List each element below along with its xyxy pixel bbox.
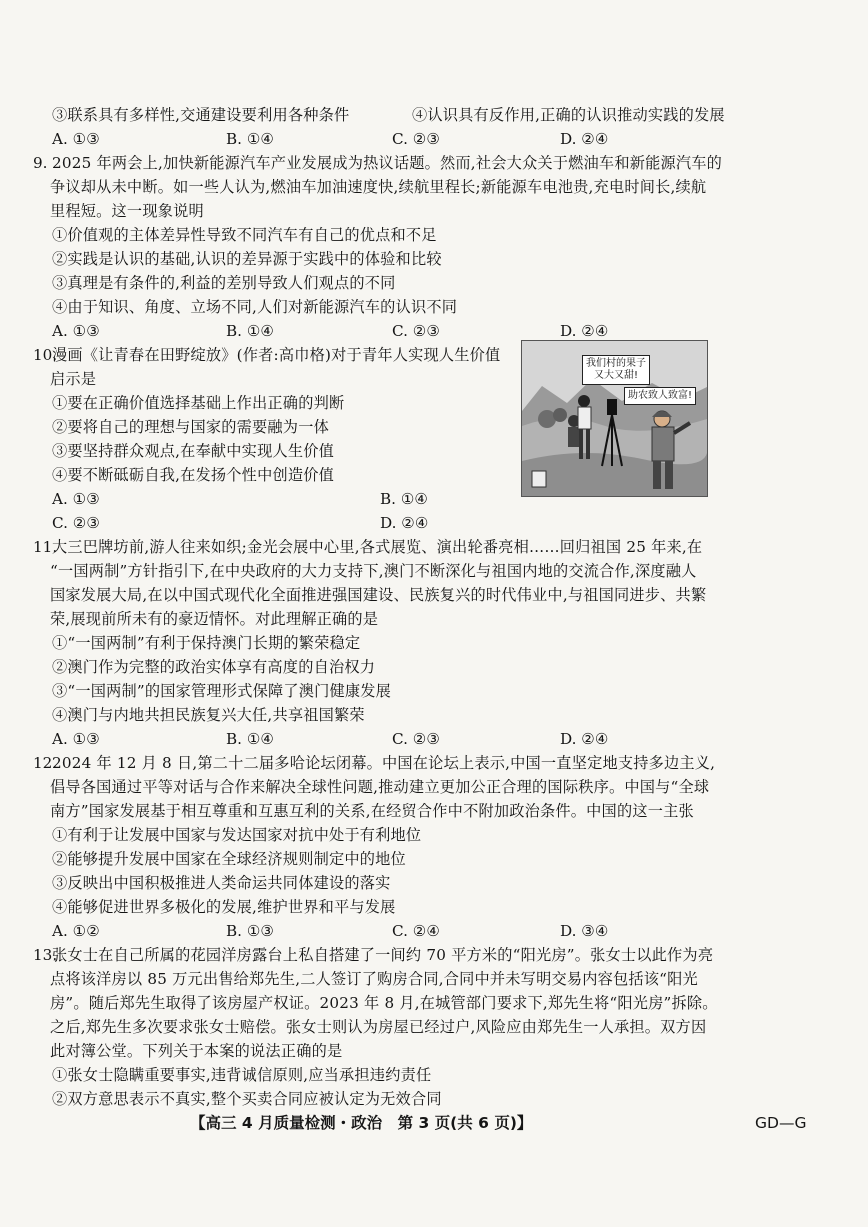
q13-number: 13.: [33, 946, 58, 964]
page-footer: 【高三 4 月质量检测・政治 第 3 页(共 6 页)】: [190, 1114, 533, 1132]
answer-c: C. ②③: [392, 130, 440, 148]
answer-a: A. ①③: [52, 322, 100, 340]
q13-stem-line: 张女士在自己所属的花园洋房露台上私自搭建了一间约 70 平方米的“阳光房”。张女士以此作为亮: [52, 946, 714, 964]
q8-answers: [52, 127, 822, 151]
q9-number: 9.: [33, 154, 48, 172]
q13-option: ①张女士隐瞒重要事实,违背诚信原则,应当承担违约责任: [52, 1066, 432, 1084]
q11-stem-line: “一国两制”方针指引下,在中央政府的大力支持下,澳门不断深化与祖国内地的交流合作,深度融人: [50, 562, 697, 580]
q12-option: ④能够促进世界多极化的发展,维护世界和平与发展: [52, 898, 396, 916]
q10-option: ③要坚持群众观点,在奉献中实现人生价值: [52, 442, 335, 460]
q10-stem-line: 启示是: [50, 370, 97, 388]
q9-option: ④由于知识、角度、立场不同,人们对新能源汽车的认识不同: [52, 298, 458, 316]
answer-c: C. ②③: [392, 322, 440, 340]
q11-stem-line: 国家发展大局,在以中国式现代化全面推进强国建设、民族复兴的时代伟业中,与祖国同进步、共繁: [50, 586, 707, 604]
q12-option: ②能够提升发展中国家在全球经济规则制定中的地位: [52, 850, 406, 868]
answer-a: A. ①③: [52, 130, 100, 148]
q13-stem-line: 房”。随后郑先生取得了该房屋产权证。2023 年 8 月,在城管部门要求下,郑先生将“阳光房”拆除。: [50, 994, 718, 1012]
q12-option: ③反映出中国积极推进人类命运共同体建设的落实: [52, 874, 391, 892]
answer-d: D. ②④: [380, 514, 429, 532]
q8-option-3: ③联系具有多样性,交通建设要利用各种条件: [52, 106, 350, 124]
speech-bubble-1: 我们村的果子 又大又甜!: [582, 355, 650, 385]
q11-option: ④澳门与内地共担民族复兴大任,共享祖国繁荣: [52, 706, 365, 724]
q11-stem-line: 荣,展现前所未有的豪迈情怀。对此理解正确的是: [50, 610, 379, 628]
answer-b: B. ①④: [380, 490, 429, 508]
answer-b: B. ①④: [226, 730, 275, 748]
q12-option: ①有利于让发展中国家与发达国家对抗中处于有利地位: [52, 826, 422, 844]
q11-option: ①“一国两制”有利于保持澳门长期的繁荣稳定: [52, 634, 361, 652]
answer-d: D. ②④: [560, 730, 609, 748]
answer-a: A. ①③: [52, 490, 100, 508]
q11-number: 11.: [33, 538, 58, 556]
q10-answers-row2: [52, 511, 512, 535]
q10-option: ②要将自己的理想与国家的需要融为一体: [52, 418, 329, 436]
q10-answers-row1: [52, 487, 512, 511]
q11-option: ②澳门作为完整的政治实体享有高度的自治权力: [52, 658, 376, 676]
answer-a: A. ①②: [52, 922, 100, 940]
q11-option: ③“一国两制”的国家管理形式保障了澳门健康发展: [52, 682, 392, 700]
q9-option: ②实践是认识的基础,认识的差异源于实践中的体验和比较: [52, 250, 442, 268]
q12-answers: [52, 919, 822, 943]
q12-number: 12.: [33, 754, 58, 772]
q13-stem-line: 此对簿公堂。下列关于本案的说法正确的是: [50, 1042, 343, 1060]
answer-a: A. ①③: [52, 730, 100, 748]
q11-answers: [52, 727, 822, 751]
q12-stem-line: 倡导各国通过平等对话与合作来解决全球性问题,推动建立更加公正合理的国际秩序。中国与“全球: [50, 778, 710, 796]
answer-c: C. ②③: [392, 730, 440, 748]
q9-stem-line: 2025 年两会上,加快新能源汽车产业发展成为热议话题。然而,社会大众关于燃油车和新能源汽车的: [52, 154, 723, 172]
q9-option: ①价值观的主体差异性导致不同汽车有自己的优点和不足: [52, 226, 437, 244]
answer-d: D. ②④: [560, 322, 609, 340]
answer-b: B. ①④: [226, 322, 275, 340]
q9-stem-line: 争议却从未中断。如一些人认为,燃油车加油速度快,续航里程长;新能源车电池贵,充电时间长,续航: [50, 178, 707, 196]
answer-b: B. ①④: [226, 130, 275, 148]
cartoon-image: [521, 340, 708, 497]
answer-d: D. ②④: [560, 130, 609, 148]
answer-d: D. ③④: [560, 922, 609, 940]
paper-code: GD—G: [755, 1114, 807, 1132]
answer-c: C. ②④: [392, 922, 440, 940]
q13-option: ②双方意思表示不真实,整个买卖合同应被认定为无效合同: [52, 1090, 442, 1108]
q8-option-4: ④认识具有反作用,正确的认识推动实践的发展: [412, 106, 725, 124]
answer-b: B. ①③: [226, 922, 275, 940]
speech-bubble-2: 助农致人致富!: [624, 387, 696, 405]
q9-option: ③真理是有条件的,利益的差别导致人们观点的不同: [52, 274, 396, 292]
q13-stem-line: 之后,郑先生多次要求张女士赔偿。张女士则认为房屋已经过户,风险应由郑先生一人承担。双方因: [50, 1018, 707, 1036]
q12-stem-line: 2024 年 12 月 8 日,第二十二届多哈论坛闭幕。中国在论坛上表示,中国一直坚定地支持多边主义,: [52, 754, 716, 772]
q11-stem-line: 大三巴牌坊前,游人往来如织;金光会展中心里,各式展览、演出轮番亮相……回归祖国 25 年来,在: [52, 538, 703, 556]
q10-option: ④要不断砥砺自我,在发扬个性中创造价值: [52, 466, 335, 484]
q12-stem-line: 南方”国家发展基于相互尊重和互惠互利的关系,在经贸合作中不附加政治条件。中国的这一主张: [50, 802, 694, 820]
q9-stem-line: 里程短。这一现象说明: [50, 202, 204, 220]
q10-number: 10.: [33, 346, 58, 364]
q13-stem-line: 点将该洋房以 85 万元出售给郑先生,二人签订了购房合同,合同中并未写明交易内容包括该“阳光: [50, 970, 698, 988]
q10-stem-line: 漫画《让青春在田野绽放》(作者:高巾格)对于青年人实现人生价值: [52, 346, 501, 364]
answer-c: C. ②③: [52, 514, 100, 532]
q10-option: ①要在正确价值选择基础上作出正确的判断: [52, 394, 345, 412]
